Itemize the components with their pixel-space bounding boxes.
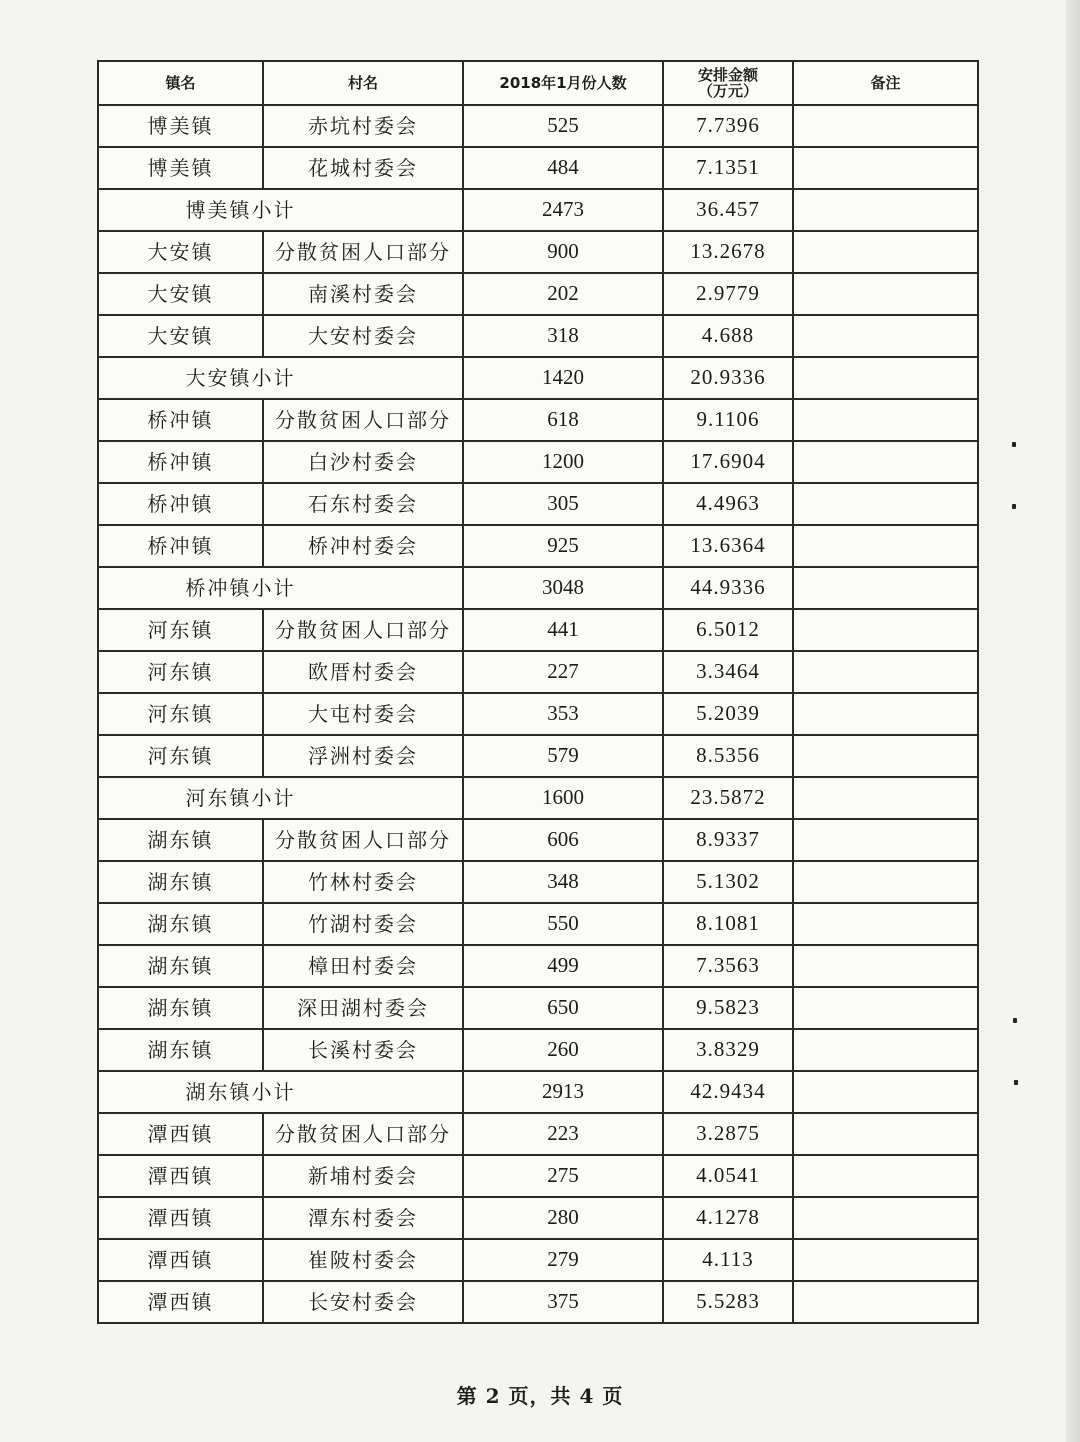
people-count-cell: 1600 — [463, 777, 663, 819]
subtotal-row — [98, 357, 978, 399]
table-header-row — [98, 61, 978, 105]
amount-cell: 17.6904 — [663, 441, 793, 483]
town-cell: 湖东镇 — [98, 945, 263, 987]
village-cell: 欧厝村委会 — [263, 651, 463, 693]
village-cell: 浮洲村委会 — [263, 735, 463, 777]
table-row — [98, 483, 978, 525]
header-amount-line1: 安排金额 — [697, 65, 758, 84]
town-cell: 博美镇 — [98, 105, 263, 147]
people-count-cell: 1420 — [463, 357, 663, 399]
subtotal-row — [98, 189, 978, 231]
village-cell: 花城村委会 — [263, 147, 463, 189]
remark-cell — [793, 483, 978, 525]
people-count-cell: 318 — [463, 315, 663, 357]
table-row — [98, 1197, 978, 1239]
subtotal-row — [98, 567, 978, 609]
scan-speck — [1013, 1018, 1017, 1023]
allocation-table-container — [97, 60, 977, 1324]
table-row — [98, 441, 978, 483]
header-amount-line2: （万元） — [697, 82, 758, 100]
remark-cell — [793, 1071, 978, 1113]
village-cell: 长溪村委会 — [263, 1029, 463, 1071]
table-body — [98, 105, 978, 1323]
village-cell: 大屯村委会 — [263, 693, 463, 735]
table-row — [98, 315, 978, 357]
header-people: 2018年1月份人数 — [463, 61, 663, 105]
village-cell: 分散贫困人口部分 — [263, 399, 463, 441]
table-row — [98, 273, 978, 315]
people-count-cell: 499 — [463, 945, 663, 987]
people-count-cell: 223 — [463, 1113, 663, 1155]
amount-cell: 20.9336 — [663, 357, 793, 399]
remark-cell — [793, 1029, 978, 1071]
table-row — [98, 1155, 978, 1197]
village-cell: 分散贫困人口部分 — [263, 609, 463, 651]
remark-cell — [793, 777, 978, 819]
remark-cell — [793, 441, 978, 483]
village-cell: 分散贫困人口部分 — [263, 231, 463, 273]
village-cell: 新埔村委会 — [263, 1155, 463, 1197]
table-row — [98, 525, 978, 567]
amount-cell: 7.1351 — [663, 147, 793, 189]
people-count-cell: 279 — [463, 1239, 663, 1281]
amount-cell: 13.6364 — [663, 525, 793, 567]
people-count-cell: 525 — [463, 105, 663, 147]
table-row — [98, 735, 978, 777]
town-cell: 大安镇 — [98, 231, 263, 273]
header-amount — [663, 61, 793, 105]
people-count-cell: 2473 — [463, 189, 663, 231]
amount-cell: 8.1081 — [663, 903, 793, 945]
amount-cell: 2.9779 — [663, 273, 793, 315]
town-cell: 博美镇 — [98, 147, 263, 189]
table-row — [98, 945, 978, 987]
allocation-table — [97, 60, 979, 1324]
subtotal-label: 河东镇小计 — [98, 777, 463, 819]
amount-cell: 3.3464 — [663, 651, 793, 693]
town-cell: 潭西镇 — [98, 1197, 263, 1239]
village-cell: 长安村委会 — [263, 1281, 463, 1323]
page-edge-shadow — [1066, 0, 1080, 1442]
town-cell: 潭西镇 — [98, 1239, 263, 1281]
amount-cell: 6.5012 — [663, 609, 793, 651]
people-count-cell: 900 — [463, 231, 663, 273]
village-cell: 石东村委会 — [263, 483, 463, 525]
town-cell: 潭西镇 — [98, 1155, 263, 1197]
remark-cell — [793, 147, 978, 189]
people-count-cell: 3048 — [463, 567, 663, 609]
village-cell: 竹林村委会 — [263, 861, 463, 903]
town-cell: 湖东镇 — [98, 861, 263, 903]
amount-cell: 5.5283 — [663, 1281, 793, 1323]
remark-cell — [793, 105, 978, 147]
people-count-cell: 305 — [463, 483, 663, 525]
village-cell: 南溪村委会 — [263, 273, 463, 315]
people-count-cell: 353 — [463, 693, 663, 735]
amount-cell: 4.113 — [663, 1239, 793, 1281]
village-cell: 樟田村委会 — [263, 945, 463, 987]
remark-cell — [793, 651, 978, 693]
town-cell: 潭西镇 — [98, 1113, 263, 1155]
village-cell: 白沙村委会 — [263, 441, 463, 483]
page-number-footer: 第 2 页，共 4 页 — [456, 1384, 624, 1408]
amount-cell: 4.688 — [663, 315, 793, 357]
remark-cell — [793, 693, 978, 735]
table-row — [98, 1239, 978, 1281]
amount-cell: 42.9434 — [663, 1071, 793, 1113]
remark-cell — [793, 567, 978, 609]
town-cell: 河东镇 — [98, 651, 263, 693]
header-village: 村名 — [263, 61, 463, 105]
town-cell: 大安镇 — [98, 273, 263, 315]
scan-speck — [1012, 442, 1016, 447]
people-count-cell: 484 — [463, 147, 663, 189]
remark-cell — [793, 1239, 978, 1281]
people-count-cell: 579 — [463, 735, 663, 777]
village-cell: 分散贫困人口部分 — [263, 1113, 463, 1155]
village-cell: 潭东村委会 — [263, 1197, 463, 1239]
village-cell: 赤坑村委会 — [263, 105, 463, 147]
people-count-cell: 1200 — [463, 441, 663, 483]
remark-cell — [793, 819, 978, 861]
table-row — [98, 861, 978, 903]
subtotal-label: 博美镇小计 — [98, 189, 463, 231]
town-cell: 河东镇 — [98, 735, 263, 777]
amount-cell: 44.9336 — [663, 567, 793, 609]
town-cell: 湖东镇 — [98, 819, 263, 861]
amount-cell: 23.5872 — [663, 777, 793, 819]
remark-cell — [793, 273, 978, 315]
subtotal-label: 桥冲镇小计 — [98, 567, 463, 609]
table-row — [98, 1029, 978, 1071]
village-cell: 大安村委会 — [263, 315, 463, 357]
remark-cell — [793, 609, 978, 651]
remark-cell — [793, 903, 978, 945]
subtotal-row — [98, 1071, 978, 1113]
people-count-cell: 2913 — [463, 1071, 663, 1113]
table-row — [98, 609, 978, 651]
amount-cell: 9.5823 — [663, 987, 793, 1029]
amount-cell: 36.457 — [663, 189, 793, 231]
people-count-cell: 275 — [463, 1155, 663, 1197]
table-row — [98, 399, 978, 441]
subtotal-label: 湖东镇小计 — [98, 1071, 463, 1113]
town-cell: 湖东镇 — [98, 987, 263, 1029]
people-count-cell: 550 — [463, 903, 663, 945]
village-cell: 竹湖村委会 — [263, 903, 463, 945]
amount-cell: 3.8329 — [663, 1029, 793, 1071]
amount-cell: 8.5356 — [663, 735, 793, 777]
people-count-cell: 348 — [463, 861, 663, 903]
remark-cell — [793, 399, 978, 441]
subtotal-row — [98, 777, 978, 819]
amount-cell: 5.2039 — [663, 693, 793, 735]
table-row — [98, 231, 978, 273]
people-count-cell: 618 — [463, 399, 663, 441]
people-count-cell: 650 — [463, 987, 663, 1029]
people-count-cell: 227 — [463, 651, 663, 693]
amount-cell: 4.0541 — [663, 1155, 793, 1197]
village-cell: 崔陂村委会 — [263, 1239, 463, 1281]
amount-cell: 5.1302 — [663, 861, 793, 903]
table-row — [98, 105, 978, 147]
people-count-cell: 925 — [463, 525, 663, 567]
remark-cell — [793, 735, 978, 777]
people-count-cell: 260 — [463, 1029, 663, 1071]
table-row — [98, 1113, 978, 1155]
town-cell: 潭西镇 — [98, 1281, 263, 1323]
town-cell: 桥冲镇 — [98, 525, 263, 567]
table-row — [98, 693, 978, 735]
scan-speck — [1012, 504, 1016, 509]
header-town: 镇名 — [98, 61, 263, 105]
remark-cell — [793, 1197, 978, 1239]
table-row — [98, 147, 978, 189]
remark-cell — [793, 987, 978, 1029]
village-cell: 深田湖村委会 — [263, 987, 463, 1029]
table-row — [98, 819, 978, 861]
remark-cell — [793, 189, 978, 231]
amount-cell: 4.1278 — [663, 1197, 793, 1239]
town-cell: 桥冲镇 — [98, 441, 263, 483]
amount-cell: 3.2875 — [663, 1113, 793, 1155]
table-row — [98, 1281, 978, 1323]
town-cell: 桥冲镇 — [98, 399, 263, 441]
remark-cell — [793, 1281, 978, 1323]
remark-cell — [793, 861, 978, 903]
remark-cell — [793, 1155, 978, 1197]
village-cell: 分散贫困人口部分 — [263, 819, 463, 861]
town-cell: 湖东镇 — [98, 903, 263, 945]
town-cell: 桥冲镇 — [98, 483, 263, 525]
amount-cell: 4.4963 — [663, 483, 793, 525]
amount-cell: 7.3563 — [663, 945, 793, 987]
town-cell: 河东镇 — [98, 609, 263, 651]
table-row — [98, 987, 978, 1029]
people-count-cell: 202 — [463, 273, 663, 315]
scan-speck — [1014, 1080, 1018, 1085]
town-cell: 大安镇 — [98, 315, 263, 357]
remark-cell — [793, 525, 978, 567]
amount-cell: 7.7396 — [663, 105, 793, 147]
table-row — [98, 903, 978, 945]
subtotal-label: 大安镇小计 — [98, 357, 463, 399]
remark-cell — [793, 231, 978, 273]
village-cell: 桥冲村委会 — [263, 525, 463, 567]
people-count-cell: 280 — [463, 1197, 663, 1239]
town-cell: 湖东镇 — [98, 1029, 263, 1071]
amount-cell: 8.9337 — [663, 819, 793, 861]
remark-cell — [793, 315, 978, 357]
header-remark: 备注 — [793, 61, 978, 105]
amount-cell: 13.2678 — [663, 231, 793, 273]
remark-cell — [793, 1113, 978, 1155]
remark-cell — [793, 945, 978, 987]
town-cell: 河东镇 — [98, 693, 263, 735]
remark-cell — [793, 357, 978, 399]
table-row — [98, 651, 978, 693]
people-count-cell: 441 — [463, 609, 663, 651]
people-count-cell: 375 — [463, 1281, 663, 1323]
amount-cell: 9.1106 — [663, 399, 793, 441]
people-count-cell: 606 — [463, 819, 663, 861]
